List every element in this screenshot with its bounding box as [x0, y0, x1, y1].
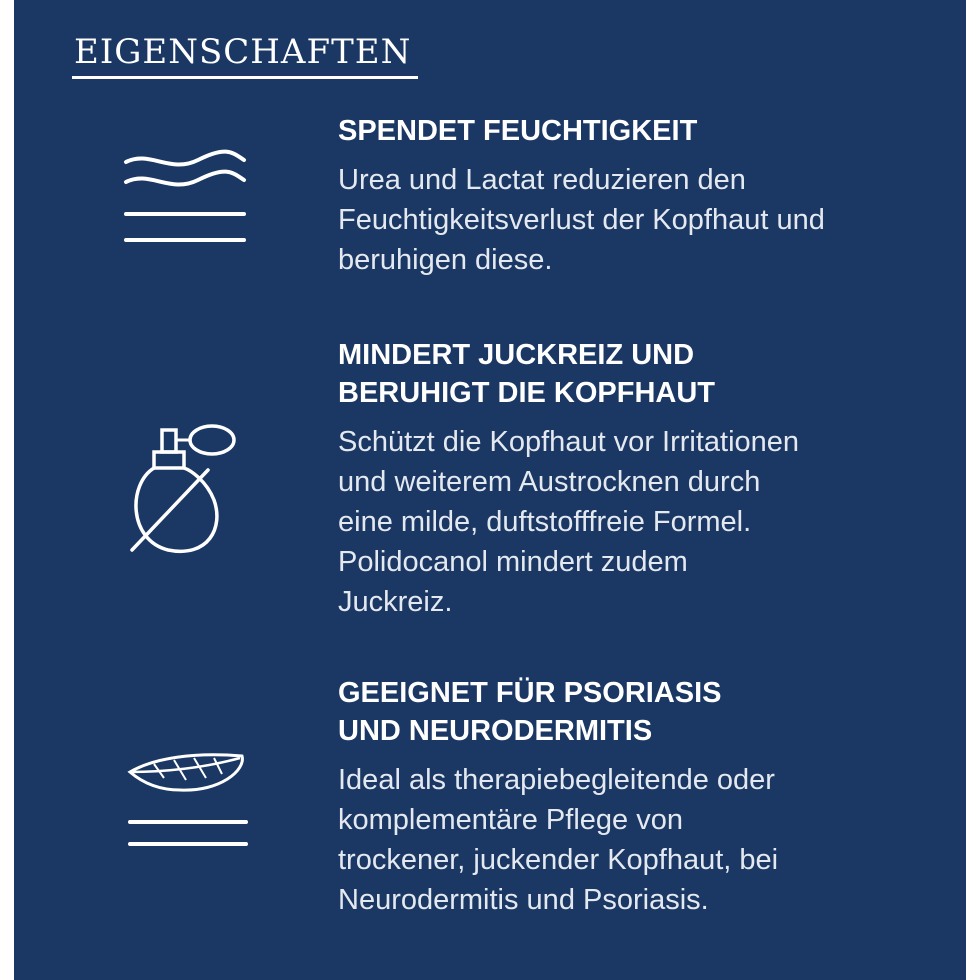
heading-underline: [72, 76, 418, 79]
feature-title: MINDERT JUCKREIZ UND BERUHIGT DIE KOPFHAUT: [338, 339, 715, 409]
feature-text: [338, 112, 938, 280]
perfume-bottle-crossed-icon: [118, 418, 238, 558]
feature-description: Urea und Lactat reduzieren den Feuchtigkeitsverlust der Kopfhaut und beruhigen diese.: [338, 164, 825, 276]
feature-title: SPENDET FEUCHTIGKEIT: [338, 115, 698, 147]
feature-description: Schützt die Kopfhaut vor Irritationen und weiterem Austrocknen durch eine milde, duftstofffreie Formel. Polidocanol mindert zudem Juckreiz.: [338, 426, 800, 618]
feature-text: [338, 336, 938, 622]
feature-title: GEEIGNET FÜR PSORIASIS UND NEURODERMITIS: [338, 677, 722, 747]
waves-icon: [120, 148, 250, 248]
feather-icon: [124, 750, 254, 850]
section-heading: EIGENSCHAFTEN: [74, 32, 412, 72]
feature-description: Ideal als therapiebegleitende oder komplementäre Pflege von trockener, juckender Kopfhaut, bei Neurodermitis und Psoriasis.: [338, 764, 779, 916]
feature-text: [338, 674, 938, 920]
properties-panel: [14, 0, 966, 980]
